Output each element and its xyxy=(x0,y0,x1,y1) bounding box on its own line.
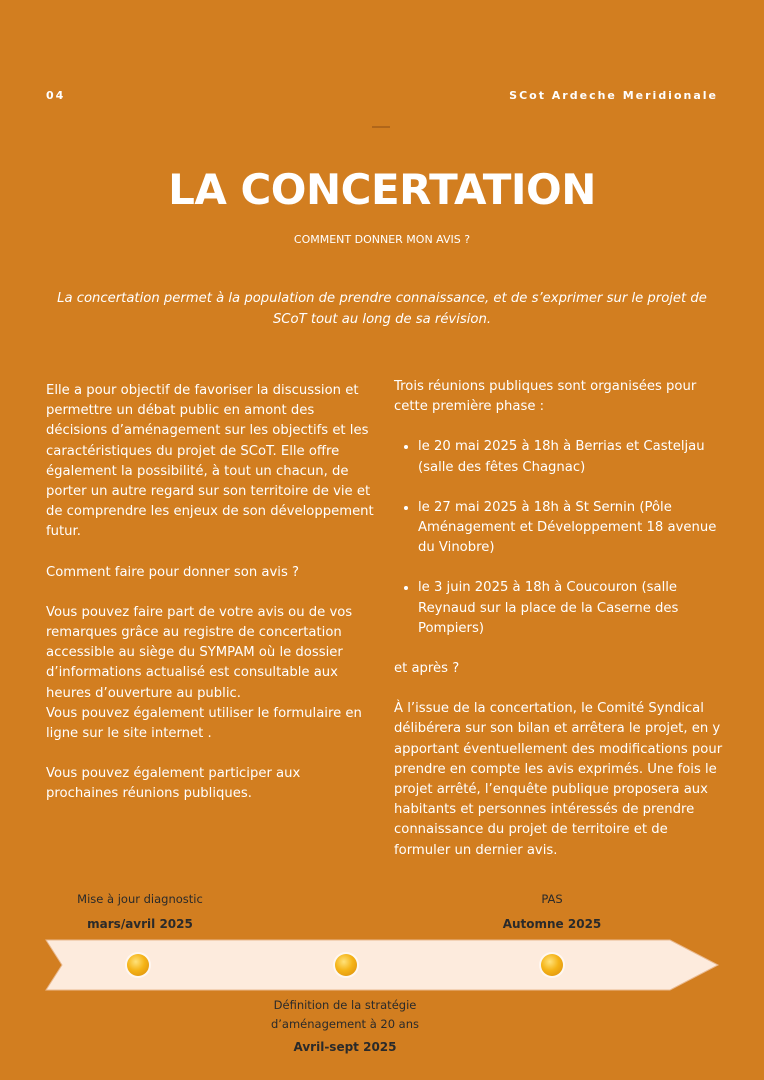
meeting-item: • le 27 mai 2025 à 18h à St Sernin (Pôle Aménagement et Développement 18 avenue du Vinobre) xyxy=(418,498,724,559)
right-column xyxy=(394,377,724,861)
page-number: 04 xyxy=(46,89,66,102)
milestone-date-diagnostic: mars/avril 2025 xyxy=(87,917,193,931)
online-form-paragraph: Vous pouvez également utiliser le formulaire en ligne sur le site internet . xyxy=(46,705,362,742)
milestone-label-strategy: Définition de la stratégie d’aménagement à 20 ans xyxy=(270,998,420,1031)
left-column xyxy=(46,381,376,805)
milestone-date-strategy: Avril-sept 2025 xyxy=(293,1040,397,1054)
after-heading: et après ? xyxy=(394,661,460,677)
meetings-paragraph: Vous pouvez également participer aux prochaines réunions publiques. xyxy=(46,766,301,802)
milestone-dot xyxy=(335,954,357,976)
meetings-intro: Trois réunions publiques sont organisées pour cette première phase : xyxy=(394,379,697,415)
milestone-label-pas: PAS xyxy=(541,892,563,906)
publication-title: SCot Ardeche Meridionale xyxy=(509,89,718,102)
milestone-label-diagnostic: Mise à jour diagnostic xyxy=(77,892,203,906)
milestone-dot xyxy=(127,954,149,976)
milestone-date-pas: Automne 2025 xyxy=(502,917,602,931)
divider xyxy=(372,126,390,128)
registry-paragraph: Vous pouvez faire part de votre avis ou de vos remarques grâce au registre de concertation accessible au siège du SYMPAM où le dossier d’informations actualisé est consultable aux heures d’ouverture au public. xyxy=(46,604,353,701)
page-subtitle: COMMENT DONNER MON AVIS ? xyxy=(293,233,471,246)
meetings-list xyxy=(394,437,724,639)
after-paragraph: À l’issue de la concertation, le Comité Syndical délibérera sur son bilan et arrêtera le projet, en y apportant éventuellement des modifications pour prendre en compte les avis exprimés. Une fois le projet arrêté, l’enquête publique proposera aux habitants et personnes intéressés de prendre connaissance du projet de territoire et de formuler un dernier avis. xyxy=(394,701,723,858)
meeting-item: • le 3 juin 2025 à 18h à Coucouron (salle Reynaud sur la place de la Caserne des Pompiers) xyxy=(418,578,724,639)
intro-text: La concertation permet à la population de prendre connaissance, et de s’exprimer sur le projet de SCoT tout au long de sa révision. xyxy=(57,291,707,327)
page-title: LA CONCERTATION xyxy=(168,165,596,214)
milestone-dot xyxy=(541,954,563,976)
objective-paragraph: Elle a pour objectif de favoriser la discussion et permettre un débat public en amont des décisions d’aménagement sur les objectifs et les caractéristiques du projet de SCoT. Elle offre également la possibilité, à tout un chacun, de porter un autre regard sur son territoire de vie et de comprendre les enjeux de son développement futur. xyxy=(46,383,374,540)
timeline xyxy=(0,885,764,1080)
meeting-item: • le 20 mai 2025 à 18h à Berrias et Casteljau (salle des fêtes Chagnac) xyxy=(418,437,724,477)
how-to-question: Comment faire pour donner son avis ? xyxy=(46,564,300,580)
